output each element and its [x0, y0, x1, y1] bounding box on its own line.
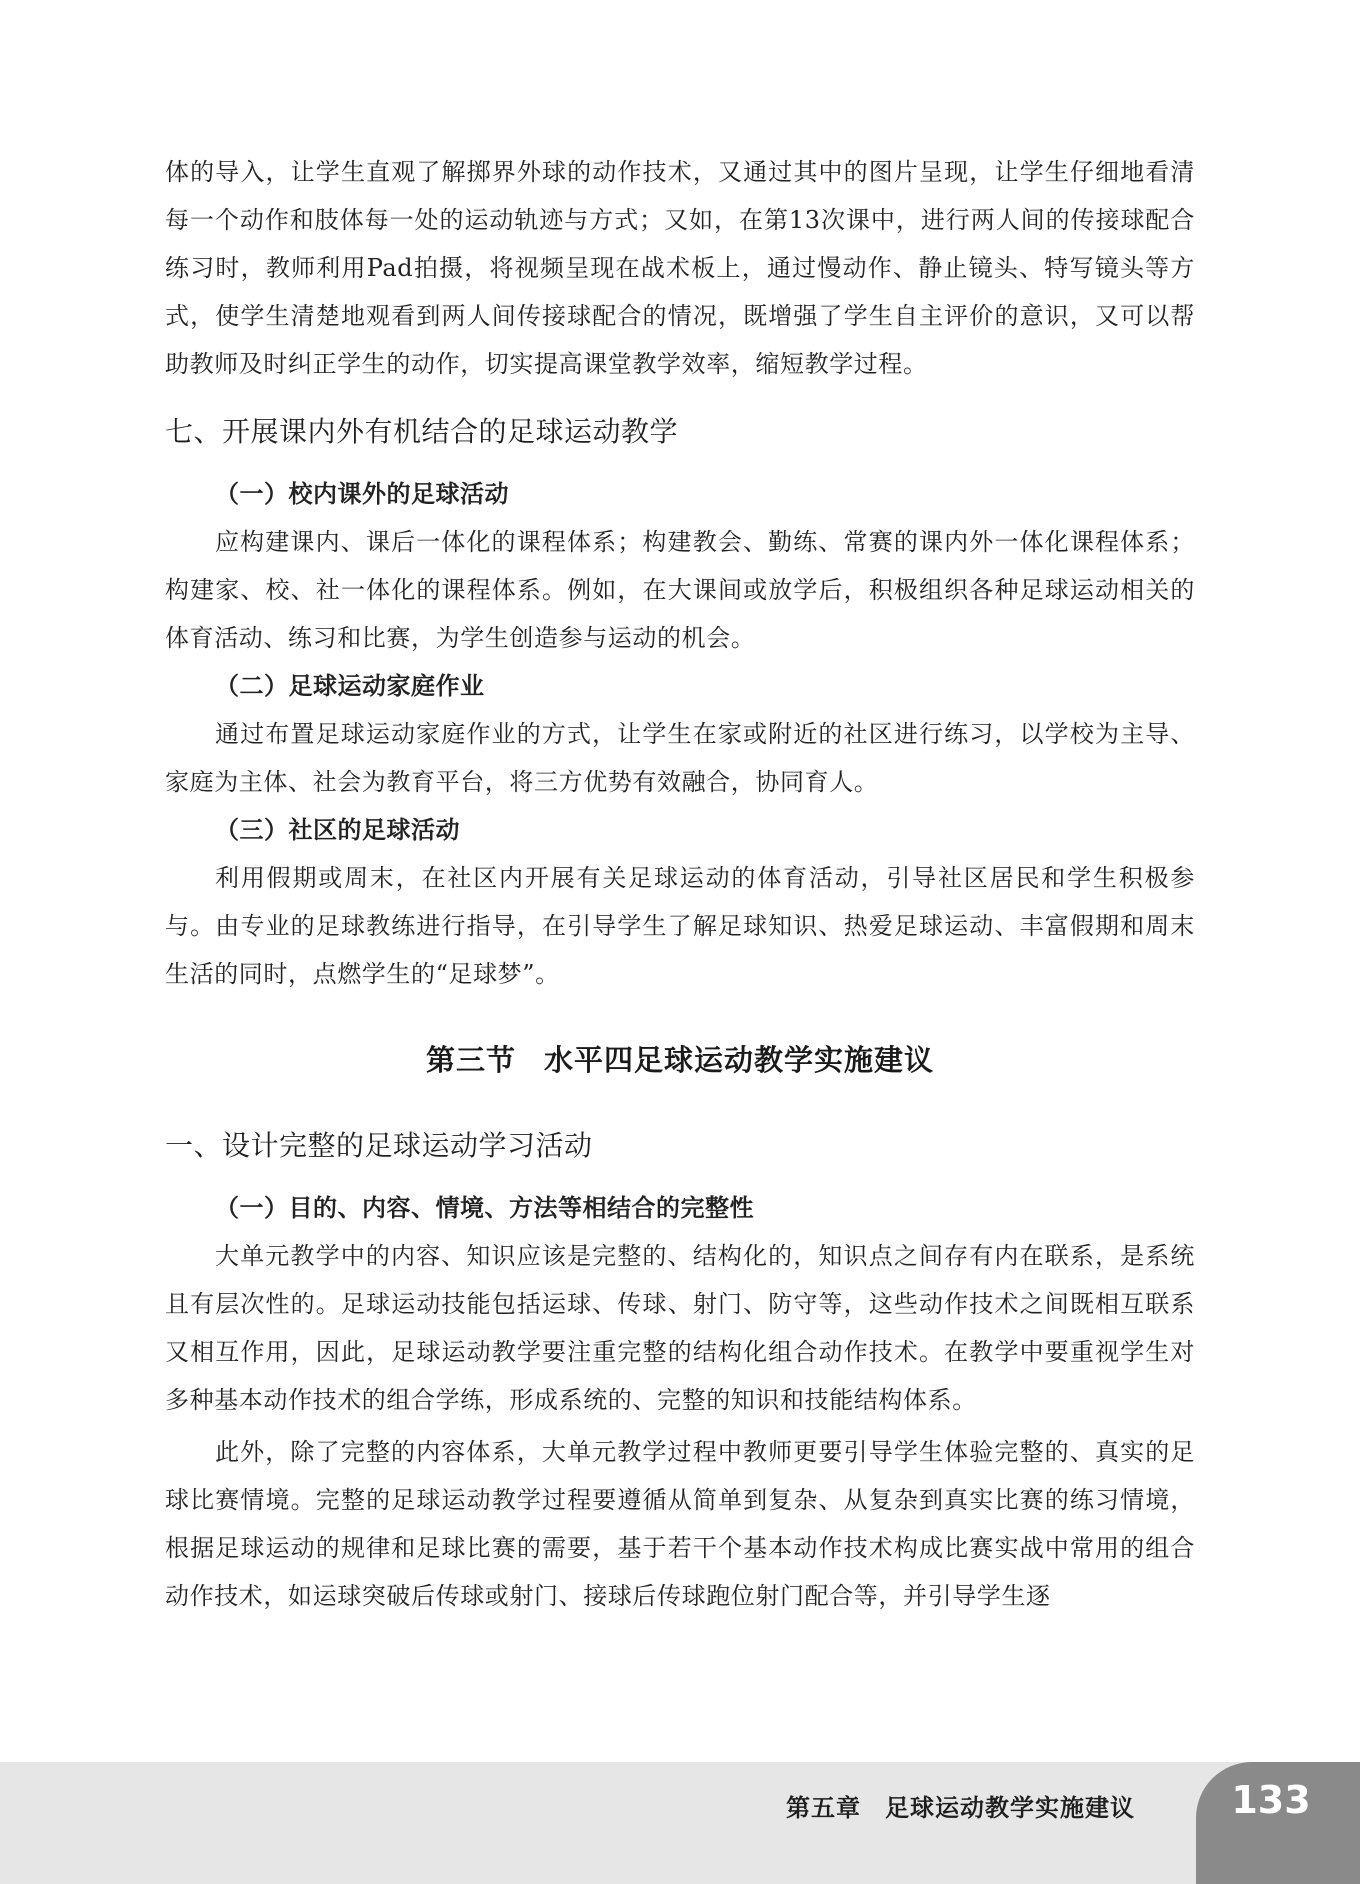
intro-paragraph: 体的导入，让学生直观了解掷界外球的动作技术，又通过其中的图片呈现，让学生仔细地看清每一个动作和肢体每一处的运动轨迹与方式；又如，在第13次课中，进行两人间的传接球配合练习时，教师利用Pad拍摄，将视频呈现在战术板上，通过慢动作、静止镜头、特写镜头等方式，使学生清楚地观看到两人间传接球配合的情况，既增强了学生自主评价的意识，又可以帮助教师及时纠正学生的动作，切实提高课堂教学效率，缩短教学过程。 [165, 158, 1195, 378]
paragraph-7-2: 通过布置足球运动家庭作业的方式，让学生在家或附近的社区进行练习，以学校为主导、家庭为主体、社会为教育平台，将三方优势有效融合，协同育人。 [165, 720, 1195, 796]
subheading-1-1: （一）目的、内容、情境、方法等相结合的完整性 [215, 1193, 754, 1222]
section-number: 第三节 [425, 1043, 516, 1077]
subheading-7-2: （二）足球运动家庭作业 [215, 671, 485, 700]
heading-1: 一、设计完整的足球运动学习活动 [165, 1129, 593, 1162]
paragraph-7-1: 应构建课内、课后一体化的课程体系；构建教会、勤练、常赛的课内外一体化课程体系；构建家、校、社一体化的课程体系。例如，在大课间或放学后，积极组织各种足球运动相关的体育活动、练习和比赛，为学生创造参与运动的机会。 [165, 528, 1195, 652]
paragraph-1-1-a: 大单元教学中的内容、知识应该是完整的、结构化的，知识点之间存有内在联系，是系统且有层次性的。足球运动技能包括运球、传球、射门、防守等，这些动作技术之间既相互联系又相互作用，因此，足球运动教学要注重完整的结构化组合动作技术。在教学中要重视学生对多种基本动作技术的组合学练，形成系统的、完整的知识和技能结构体系。 [165, 1242, 1195, 1414]
footer-chapter [786, 1788, 1135, 1823]
section-title [165, 1040, 1195, 1080]
footer-chapter-title: 足球运动教学实施建议 [885, 1794, 1135, 1822]
page-body [165, 148, 1195, 1620]
heading-7: 七、开展课内外有机结合的足球运动教学 [165, 415, 679, 448]
section-name: 水平四足球运动教学实施建议 [544, 1043, 935, 1077]
subheading-7-3: （三）社区的足球活动 [215, 815, 460, 844]
paragraph-7-3: 利用假期或周末，在社区内开展有关足球运动的体育活动，引导社区居民和学生积极参与。由专业的足球教练进行指导，在引导学生了解足球知识、热爱足球运动、丰富假期和周末生活的同时，点燃学生的“足球梦”。 [165, 864, 1195, 988]
footer-chapter-number: 第五章 [786, 1794, 861, 1822]
paragraph-1-1-b: 此外，除了完整的内容体系，大单元教学过程中教师更要引导学生体验完整的、真实的足球比赛情境。完整的足球运动教学过程要遵循从简单到复杂、从复杂到真实比赛的练习情境，根据足球运动的规律和足球比赛的需要，基于若干个基本动作技术构成比赛实战中常用的组合动作技术，如运球突破后传球或射门、接球后传球跑位射门配合等，并引导学生逐 [165, 1438, 1195, 1610]
page-number: 133 [1231, 1778, 1311, 1822]
footer-band [0, 1762, 1360, 1884]
subheading-7-1: （一）校内课外的足球活动 [215, 479, 509, 508]
